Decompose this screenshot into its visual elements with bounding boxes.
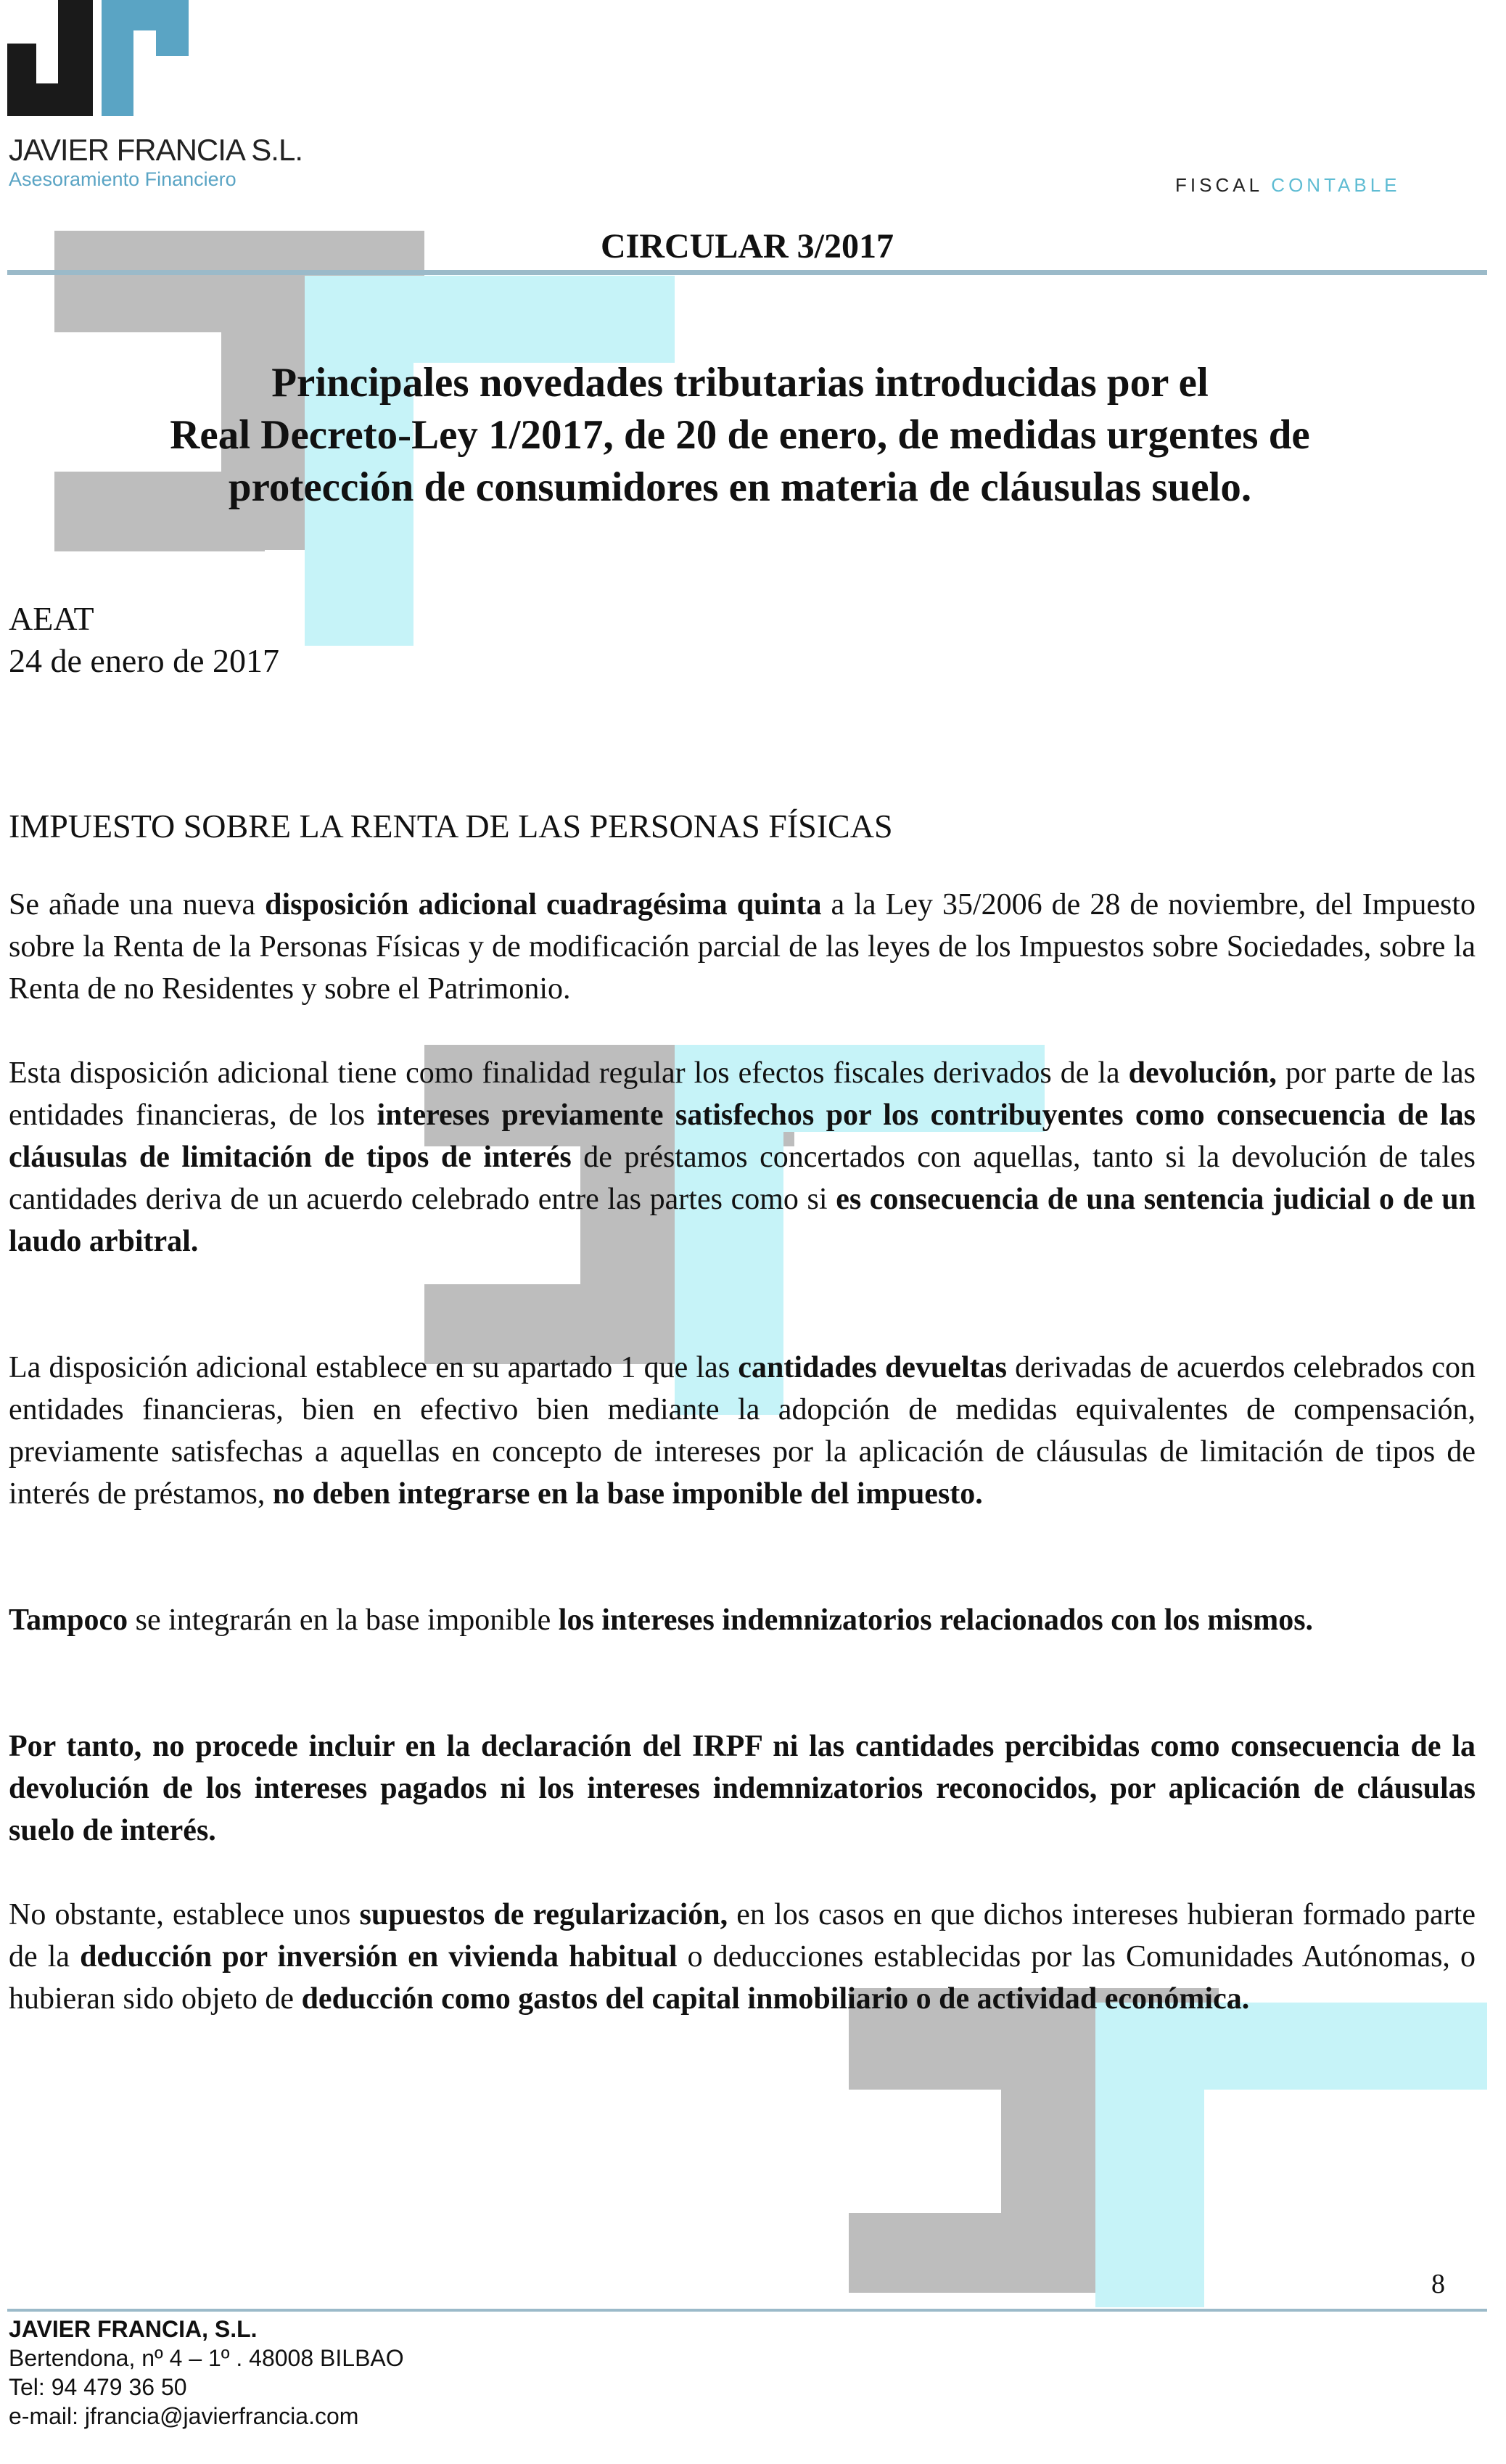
source-date: 24 de enero de 2017: [9, 642, 279, 679]
source-name: AEAT: [9, 600, 94, 637]
source-block: [9, 598, 279, 682]
title-line: Principales novedades tributarias introducidas por el: [271, 360, 1209, 406]
circular-number: CIRCULAR 3/2017: [600, 227, 894, 266]
section-heading: IMPUESTO SOBRE LA RENTA DE LAS PERSONAS FÍSICAS: [9, 808, 893, 845]
footer-phone: Tel: 94 479 36 50: [9, 2374, 187, 2400]
footer-address: Bertendona, nº 4 – 1º . 48008 BILBAO: [9, 2345, 404, 2371]
paragraph-6: No obstante, establece unos supuestos de regularización, en los casos en que dichos intereses hubieran formado parte de la deducción por inversión en vivienda habitual o deducciones establecidas por las Comunidades Autónomas, o hubieran sido objeto de deducción como gastos del capital inmobiliario o de actividad económica.: [9, 1898, 1476, 2016]
paragraph-5: Por tanto, no procede incluir en la declaración del IRPF ni las cantidades percibidas como consecuencia de la devolución de los intereses pagados ni los intereses indemnizatorios reconocidos, por aplicación de cláusulas suelo de interés.: [9, 1730, 1476, 1847]
page-number: 8: [1431, 2269, 1445, 2299]
company-logo-icon: [7, 0, 189, 131]
footer-company-name: JAVIER FRANCIA, S.L.: [9, 2316, 258, 2342]
footer-email[interactable]: e-mail: jfrancia@javierfrancia.com: [9, 2403, 359, 2429]
paragraph-4: Tampoco se integrarán en la base imponible los intereses indemnizatorios relacionados con los mismos.: [9, 1603, 1314, 1637]
services-word-contable: CONTABLE: [1271, 174, 1401, 196]
paragraph-3: La disposición adicional establece en su apartado 1 que las cantidades devueltas derivadas de acuerdos celebrados con entidades financieras, bien en efectivo bien mediante la adopción de medidas equivalentes de compensación, previamente satisfechas a aquellas en concepto de intereses por la aplicación de cláusulas de limitación de tipos de interés de préstamos, no deben integrarse en la base imponible del impuesto.: [9, 1351, 1476, 1511]
title-line: Real Decreto-Ley 1/2017, de 20 de enero, de medidas urgentes de: [170, 412, 1310, 458]
company-tagline: Asesoramiento Financiero: [9, 168, 236, 190]
header-divider: [7, 270, 1487, 275]
document-title: [29, 357, 1451, 514]
title-line: protección de consumidores en materia de cláusulas suelo.: [228, 464, 1252, 510]
paragraph-1: Se añade una nueva disposición adicional cuadragésima quinta a la Ley 35/2006 de 28 de noviembre, del Impuesto sobre la Renta de la Personas Físicas y de modificación parcial de las leyes de los Impuestos sobre Sociedades, sobre la Renta de no Residentes y sobre el Patrimonio.: [9, 888, 1476, 1006]
services-word-fiscal: FISCAL: [1175, 174, 1263, 196]
footer-divider: [7, 2309, 1487, 2312]
paragraph-2: Esta disposición adicional tiene como finalidad regular los efectos fiscales derivados de la devolución, por parte de las entidades financieras, de los intereses previamente satisfechos por los contribuyentes como consecuencia de las cláusulas de limitación de tipos de interés de préstamos concertados con aquellas, tanto si la devolución de tales cantidades deriva de un acuerdo celebrado entre las partes como si es consecuencia de una sentencia judicial o de un laudo arbitral.: [9, 1056, 1476, 1258]
footer-contact: [9, 2315, 404, 2431]
services-label: [1175, 174, 1401, 197]
company-name: JAVIER FRANCIA S.L.: [9, 133, 303, 167]
